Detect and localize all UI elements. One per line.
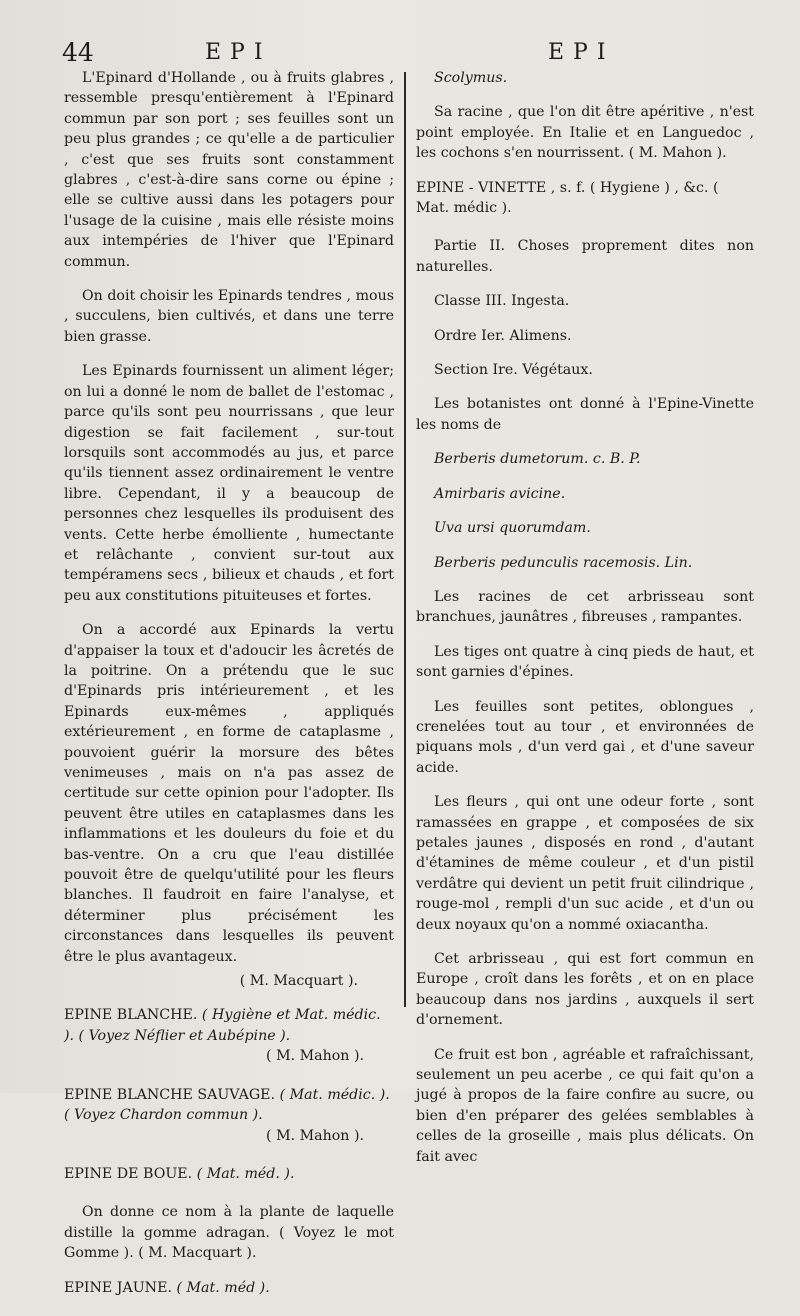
- entry-subtitle: ( Mat. méd ).: [176, 1279, 270, 1296]
- scolymus-text: Scolymus.: [434, 70, 508, 86]
- paragraph-feuilles: Les feuilles sont petites, oblongues , crenelées tout au tour , et environnées de piquans mols , d'un verd gai , et d'une saveur acide.: [416, 698, 754, 776]
- entry-epine-jaune: [64, 1278, 394, 1298]
- paragraph-fruit: Ce fruit est bon , agréable et rafraîchissant, seulement un peu acerbe , ce qui fait qu'on a jugé à propos de la faire confire au sucre, ou bien d'en préparer des gelées semblables à celles de la groseille , mais plus délicats. On fait avec: [416, 1046, 754, 1165]
- line-ordre: Ordre Ier. Alimens.: [434, 327, 572, 344]
- left-column: [64, 68, 394, 1316]
- synonym-item: [434, 553, 754, 573]
- line-section: Section Ire. Végétaux.: [434, 362, 593, 379]
- column-divider: [404, 72, 406, 1007]
- paragraph-racines: Les racines de cet arbrisseau sont branchues, jaunâtres , fibreuses , rampantes.: [416, 588, 754, 626]
- entry-title: EPINE BLANCHE.: [64, 1007, 198, 1024]
- paragraph-racine: Sa racine , que l'on dit être apéritive , n'est point employée. En Italie et en Languedoc , les cochons s'en nourrissent. ( M. Mahon ).: [416, 104, 754, 162]
- entry-title: EPINE DE BOUE.: [64, 1165, 193, 1182]
- page-header: [0, 38, 800, 68]
- synonym-item: [434, 449, 754, 469]
- entry-epine-de-boue: [64, 1164, 394, 1184]
- synonym-text: Berberis pedunculis racemosis. Lin.: [434, 554, 693, 571]
- line-classe: Classe III. Ingesta.: [434, 293, 570, 310]
- entry-epine-blanche-sauvage: [64, 1085, 394, 1146]
- signature-macquart: ( M. Macquart ).: [239, 973, 358, 990]
- right-column: [416, 68, 754, 1181]
- synonym-text: Amirbaris avicine.: [434, 485, 566, 502]
- entry-title: EPINE JAUNE.: [64, 1279, 172, 1296]
- synonym-item: [434, 484, 754, 504]
- paragraph-aliment-leger: Les Epinards fournissent un aliment léger; on lui a donné le nom de ballet de l'estomac , parce qu'ils sont peu nourrissans , que leur digestion se fait facilement , sur-tout lorsquils sont accommodés au jus, et parce qu'ils tiennent assez ordinairement le ventre libre. Cependant, il y a beaucoup de personnes chez lesquelles ils produisent des vents. Cette herbe émolliente , humectante et relâchante , convient sur-tout aux tempéramens secs , bilieux et chauds , et fort peu aux constitutions pituiteuses et fortes.: [64, 363, 394, 604]
- paragraph-arbrisseau: Cet arbrisseau , qui est fort commun en Europe , croît dans les forêts , et on en place beaucoup dans nos jardins , auxquels il sert d'ornement.: [416, 951, 754, 1029]
- paragraph-botanistes: Les botanistes ont donné à l'Epine-Vinette les noms de: [416, 396, 754, 433]
- paragraph-fleurs: Les fleurs , qui ont une odeur forte , sont ramassées en grappe , et composées de six petales jaunes , disposés en rond , d'autant d'étamines de même couleur , et d'un pistil verdâtre qui devient un petit fruit cilindrique , rouge-mol , rempli d'un suc acide , et d'un ou deux noyaux qu'on a nommé oxiacantha.: [416, 794, 754, 933]
- entry-subtitle: ( Mat. médic. ). ( Voyez Chardon commun ).: [64, 1086, 390, 1124]
- page-number: 44: [62, 38, 94, 67]
- entry-epine-blanche: [64, 1005, 394, 1066]
- line-scolymus: [416, 68, 754, 88]
- paragraph-epinard-hollande: L'Epinard d'Hollande , ou à fruits glabres , ressemble presqu'entièrement à l'Epinard commun par son port ; ses feuilles sont un peu plus grandes ; ce qu'elle a de particulier , c'est que ses fruits sont constamment glabres , c'est-à-dire sans corne ou épine ; elle se cultive aussi dans les potagers pour l'usage de la cuisine , mais elle résiste moins aux intempéries de l'hiver que l'Epinard commun.: [64, 70, 394, 270]
- entry-subtitle: s. f. ( Hygiene ) , &c. ( Mat. médic ).: [416, 179, 719, 217]
- signature-mahon: ( M. Mahon ).: [266, 1127, 364, 1144]
- synonym-text: Uva ursi quorumdam.: [434, 520, 591, 537]
- running-head-right: EPI: [548, 40, 615, 65]
- entry-title: EPINE BLANCHE SAUVAGE.: [64, 1086, 276, 1103]
- paragraph-tiges: Les tiges ont quatre à cinq pieds de haut, et sont garnies d'épines.: [416, 643, 754, 681]
- running-head-left: EPI: [205, 40, 272, 65]
- paragraph-vertus: On a accordé aux Epinards la vertu d'appaiser la toux et d'adoucir les âcretés de la poitrine. On a prétendu que le suc d'Epinards pris intérieurement , et les Epinards eux-mêmes , appliqués extérieurement , en forme de cataplasme , pouvoient guérir la morsure des bêtes venimeuses , mais on n'a pas assez de certitude sur cette opinion pour l'adopter. Ils peuvent être utiles en cataplasmes dans les inflammations et les douleurs du foie et du bas-ventre. On a cru que l'eau distillée pouvoit être de quelqu'utilité pour les fleurs blanches. Il faudroit en faire l'analyse, et déterminer plus précisément les circonstances dans lesquelles ils peuvent être le plus avantageux.: [64, 622, 394, 965]
- synonym-item: [434, 518, 754, 538]
- paragraph-partie: Partie II. Choses proprement dites non naturelles.: [416, 238, 754, 275]
- entry-subtitle: ( Mat. méd. ).: [196, 1165, 295, 1182]
- paragraph-gomme-adragan: On donne ce nom à la plante de laquelle distille la gomme adragan. ( Voyez le mot Gomme ). ( M. Macquart ).: [64, 1204, 394, 1262]
- entry-epine-vinette: [416, 178, 754, 219]
- entry-subtitle: ( Hygiène et Mat. médic. ). ( Voyez Néflier et Aubépine ).: [64, 1007, 381, 1044]
- synonym-text: Berberis dumetorum. c. B. P.: [434, 451, 641, 468]
- paragraph-choix-epinards: On doit choisir les Epinards tendres , mous , succulens, bien cultivés, et dans une terre bien grasse.: [64, 288, 394, 345]
- entry-title: EPINE - VINETTE ,: [416, 179, 556, 196]
- signature-mahon: ( M. Mahon ).: [266, 1048, 364, 1065]
